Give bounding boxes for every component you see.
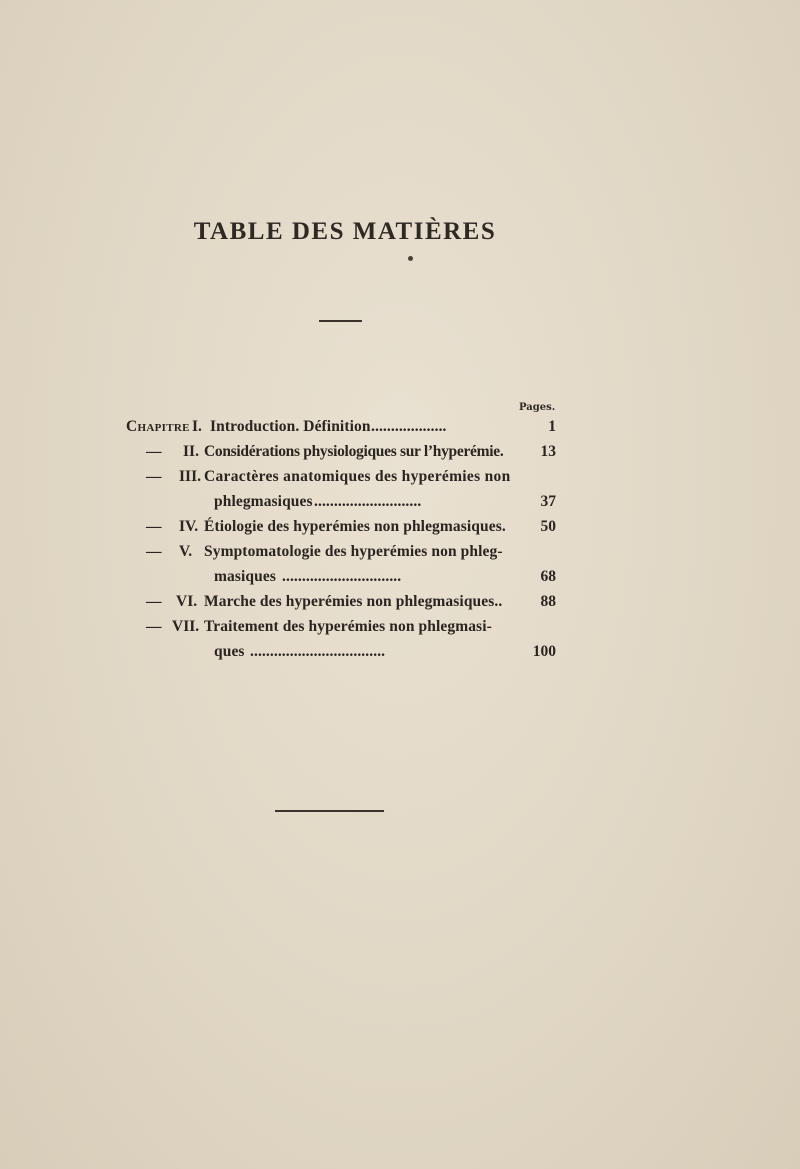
toc-entry-continuation	[126, 564, 556, 589]
toc-entry-title: Caractères anatomiques des hyperémies non	[204, 468, 511, 485]
toc-entry-numeral: III.	[179, 468, 201, 485]
toc-entry	[126, 439, 556, 464]
toc-entry-numeral: VI.	[176, 593, 198, 610]
toc-entry-page: 50	[540, 518, 556, 535]
toc-leader-dots: ..................................	[250, 643, 386, 660]
toc-entry-numeral: I.	[192, 418, 202, 435]
toc-entry-title: Étiologie des hyperémies non phlegmasiques.	[204, 518, 506, 535]
toc-entry-page: 13	[540, 443, 556, 460]
divider-rule-bottom	[275, 810, 384, 812]
toc-entry	[126, 464, 556, 489]
ornament-dot	[408, 256, 413, 261]
toc-entry	[126, 514, 556, 539]
toc-entry-numeral: V.	[179, 543, 193, 560]
toc-entry-prefix: —	[146, 443, 162, 460]
toc-entry-continuation	[126, 489, 556, 514]
toc-entry-prefix: —	[146, 618, 162, 635]
toc-entry-title: Marche des hyperémies non phlegmasiques..	[204, 593, 503, 610]
toc-leader-dots: ...................	[371, 418, 447, 435]
toc-entry	[126, 589, 556, 614]
page-title: TABLE DES MATIÈRES	[193, 218, 497, 245]
toc-entry-numeral: VII.	[172, 618, 200, 635]
toc-entry	[126, 539, 556, 564]
toc-leader-dots: ..............................	[282, 568, 402, 585]
pages-column-label: Pages.	[519, 402, 556, 413]
toc-entry-numeral: II.	[183, 443, 199, 460]
toc-entry-title: Symptomatologie des hyperémies non phleg-	[204, 543, 503, 560]
toc-entry-prefix: Chapitre	[126, 418, 190, 435]
toc-entry-numeral: IV.	[179, 518, 199, 535]
toc-entry-prefix: —	[146, 543, 162, 560]
toc-entry-title: Traitement des hyperémies non phlegmasi-	[204, 618, 492, 635]
toc-entry-title-continued: phlegmasiques	[214, 493, 313, 510]
toc-entry-page: 100	[532, 643, 556, 660]
toc-entry	[126, 414, 556, 439]
toc-entry-prefix: —	[146, 518, 162, 535]
toc-entry-page: 1	[548, 418, 556, 435]
toc-leader-dots: ...........................	[314, 493, 422, 510]
toc-entry-prefix: —	[146, 468, 162, 485]
toc-entry	[126, 614, 556, 639]
toc-entry-page: 88	[540, 593, 556, 610]
toc-entry-continuation	[126, 639, 556, 664]
toc-entry-title-continued: masiques	[214, 568, 276, 585]
toc-entry-page: 68	[540, 568, 556, 585]
toc-entry-title: Considérations physiologiques sur l’hyperémie.	[204, 443, 504, 460]
toc-entry-page: 37	[540, 493, 556, 510]
toc-entry-title-continued: ques	[214, 643, 245, 660]
divider-rule-top	[319, 320, 362, 322]
toc-entry-title: Introduction. Définition	[210, 418, 371, 435]
toc-entry-prefix: —	[146, 593, 162, 610]
table-of-contents	[126, 414, 556, 664]
